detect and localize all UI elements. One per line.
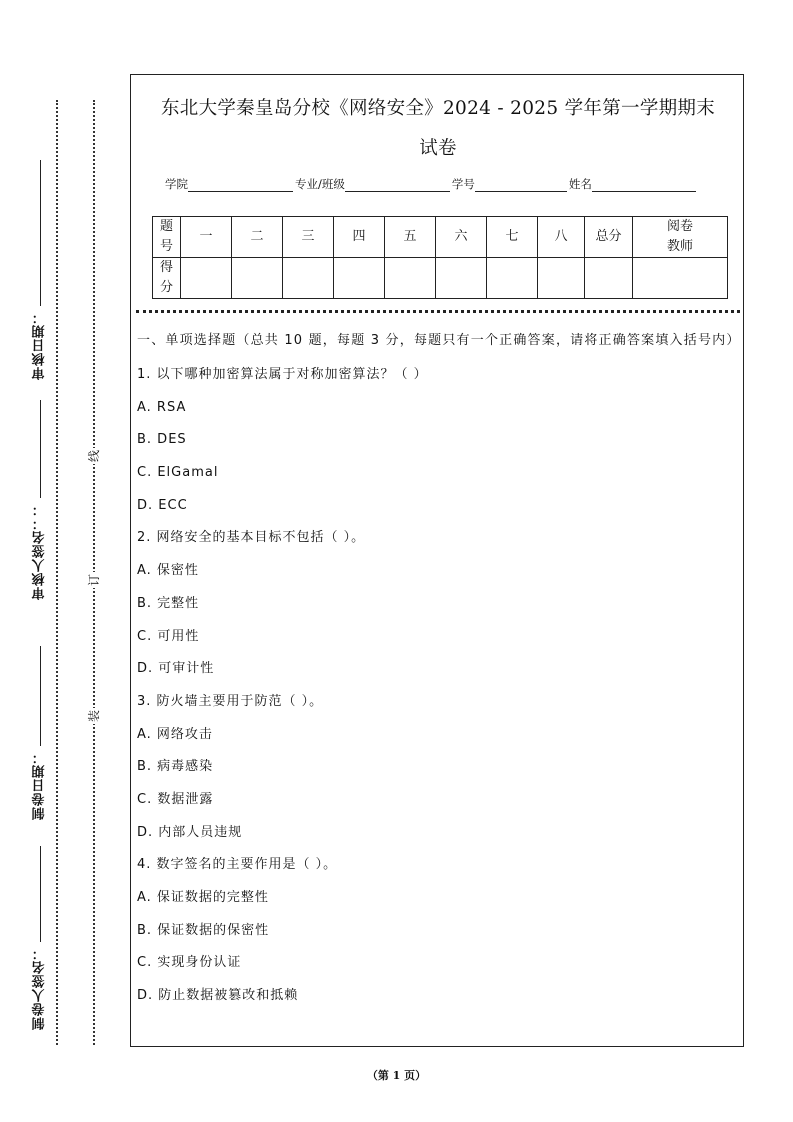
score-col-8: 八 — [538, 217, 585, 258]
major-class-label: 专业/班级 — [295, 177, 345, 191]
score-col-4: 四 — [334, 217, 385, 258]
option: B. 保证数据的保密性 — [137, 922, 270, 938]
option: B. 完整性 — [137, 595, 200, 611]
option: B. 病毒感染 — [137, 759, 214, 775]
name-label: 姓名 — [568, 177, 592, 191]
exam-body — [137, 330, 739, 1015]
option: A. 保密性 — [137, 563, 199, 579]
grader-header: 阅卷 教师 — [633, 217, 728, 258]
page-number: （第 1 页） — [366, 1069, 427, 1082]
question-3 — [137, 688, 739, 851]
compiler-signature-label — [26, 840, 54, 1030]
exam-title — [131, 89, 745, 169]
option: C. ElGamal — [137, 465, 219, 481]
score-col-5: 五 — [385, 217, 436, 258]
reviewer-signature-underline — [39, 400, 41, 498]
question-number-header: 题 号 — [153, 217, 181, 258]
option: D. 内部人员违规 — [137, 824, 243, 840]
option: A. RSA — [137, 399, 187, 415]
option: D. ECC — [137, 497, 188, 513]
score-col-2: 二 — [232, 217, 283, 258]
question-4 — [137, 851, 739, 1014]
question-2 — [137, 524, 739, 687]
question-stem: 4. 数字签名的主要作用是（ ）。 — [137, 857, 338, 873]
major-class-field[interactable] — [345, 178, 450, 192]
score-cell[interactable] — [538, 258, 585, 299]
score-col-total: 总分 — [585, 217, 633, 258]
score-cell[interactable] — [283, 258, 334, 299]
score-cell-total[interactable] — [585, 258, 633, 299]
binding-char-pack: 装 — [87, 710, 101, 723]
question-stem: 3. 防火墙主要用于防范（ ）。 — [137, 693, 324, 709]
compiler-signature-underline — [39, 846, 41, 942]
score-cell[interactable] — [232, 258, 283, 299]
compiler-signature-text: 制卷人签名： — [32, 946, 48, 1030]
option: A. 网络攻击 — [137, 726, 213, 742]
score-col-6: 六 — [436, 217, 487, 258]
compile-date-text: 制卷日期： — [32, 750, 48, 820]
reviewer-signature-text: 审核人签名：： — [32, 502, 48, 600]
option: A. 保证数据的完整性 — [137, 890, 269, 905]
student-info-line — [165, 176, 725, 192]
option: C. 实现身份认证 — [137, 955, 242, 971]
review-date-label — [26, 160, 54, 380]
question-stem: 1. 以下哪种加密算法属于对称加密算法？（ ） — [137, 367, 428, 382]
score-table — [152, 216, 728, 299]
option: C. 数据泄露 — [137, 791, 214, 807]
score-table-header-row — [153, 217, 728, 258]
dotted-separator — [136, 310, 740, 313]
grader-cell[interactable] — [633, 258, 728, 299]
compile-date-underline — [39, 646, 41, 746]
exam-title-line2: 试卷 — [419, 138, 457, 159]
question-1 — [137, 361, 739, 524]
name-field[interactable] — [592, 178, 696, 192]
compile-date-label — [26, 640, 54, 820]
option: C. 可用性 — [137, 628, 200, 644]
score-cell[interactable] — [436, 258, 487, 299]
student-id-label: 学号 — [451, 177, 475, 191]
score-cell[interactable] — [181, 258, 232, 299]
binding-char-bind: 订 — [87, 574, 101, 587]
college-field[interactable] — [188, 178, 293, 192]
binding-dotted-line-outer — [56, 100, 58, 1045]
score-cell[interactable] — [385, 258, 436, 299]
section-heading: 一、单项选择题（总共 10 题，每题 3 分，每题只有一个正确答案，请将正确答案填入括号内） — [137, 333, 741, 348]
review-date-underline — [39, 160, 41, 306]
student-id-field[interactable] — [475, 178, 567, 192]
score-col-1: 一 — [181, 217, 232, 258]
score-row-label: 得 分 — [153, 258, 181, 299]
college-label: 学院 — [165, 177, 188, 191]
exam-title-line1: 东北大学秦皇岛分校《网络安全》2024 - 2025 学年第一学期期末 — [160, 98, 716, 119]
score-col-7: 七 — [487, 217, 538, 258]
exam-frame — [130, 74, 744, 1047]
question-stem: 2. 网络安全的基本目标不包括（ ）。 — [137, 530, 366, 546]
option: D. 防止数据被篡改和抵赖 — [137, 988, 299, 1004]
score-cell[interactable] — [487, 258, 538, 299]
option: D. 可审计性 — [137, 661, 215, 677]
score-cell[interactable] — [334, 258, 385, 299]
binding-char-line: 线 — [87, 450, 101, 463]
score-table-score-row — [153, 258, 728, 299]
review-date-text: 审核日期： — [32, 310, 48, 380]
reviewer-signature-label — [26, 400, 54, 600]
option: B. DES — [137, 432, 187, 448]
score-col-3: 三 — [283, 217, 334, 258]
